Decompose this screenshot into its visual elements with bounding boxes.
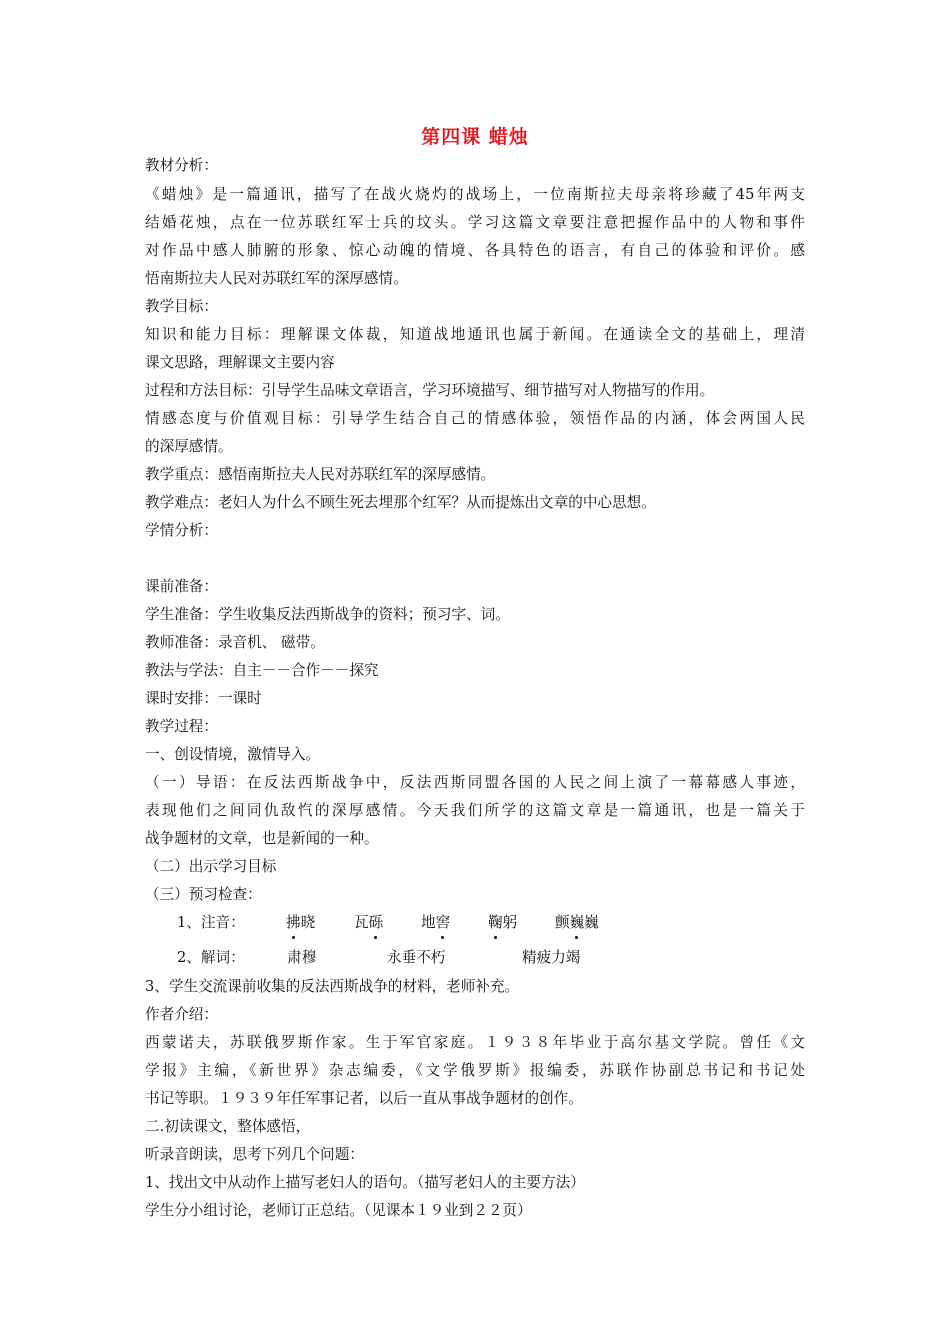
jieci-label: 2、解词： bbox=[177, 949, 245, 966]
text-line: 教学重点：感悟南斯拉夫人民对苏联红军的深厚感情。 bbox=[145, 466, 496, 483]
text-line: 课时安排：一课时 bbox=[145, 690, 262, 707]
text-line: 1、找出文中从动作上描写老妇人的语句。（描写老妇人的主要方法） bbox=[145, 1174, 585, 1191]
zhuyin-label: 1、注音： bbox=[177, 914, 245, 931]
text-line: 学报》主编，《新世界》杂志编委，《文学俄罗斯》报编委，苏联作协副总书记和书记处 bbox=[145, 1062, 805, 1079]
text-line: 教学过程： bbox=[145, 718, 218, 735]
zhuyin-word: 拂晓 bbox=[286, 914, 316, 931]
zhuyin-word: 瓦砾 bbox=[354, 914, 384, 931]
zhuyin-word: 地窖 bbox=[421, 914, 451, 931]
text-line: 情感态度与价值观目标：引导学生结合自己的情感体验，领悟作品的内涵，体会两国人民 bbox=[145, 410, 805, 427]
text-line: （一）导语：在反法西斯战争中，反法西斯同盟各国的人民之间上演了一幕幕感人事迹， bbox=[145, 774, 805, 791]
jieci-word: 永垂不朽 bbox=[387, 949, 446, 966]
text-line: 的深厚感情。 bbox=[145, 438, 233, 455]
text-line: 教法与学法：自主－－合作－－探究 bbox=[145, 662, 379, 679]
zhuyin-word: 颤巍巍 bbox=[555, 914, 599, 931]
text-line: （三）预习检查： bbox=[145, 886, 262, 903]
text-line: 学生分小组讨论，老师订正总结。（见课本１９业到２２页） bbox=[145, 1202, 532, 1219]
text-line: 学情分析： bbox=[145, 522, 218, 539]
text-line: 教材分析： bbox=[145, 157, 218, 174]
text-line: 教学难点：老妇人为什么不顾生死去埋那个红军？从而提炼出文章的中心思想。 bbox=[145, 494, 656, 511]
text-line: 教学目标： bbox=[145, 298, 218, 315]
text-line: 知识和能力目标：理解课文体裁，知道战地通讯也属于新闻。在通读全文的基础上，理清 bbox=[145, 326, 805, 343]
text-line: 书记等职。１９３９年任军事记者，以后一直从事战争题材的创作。 bbox=[145, 1090, 583, 1107]
jieci-word: 精疲力竭 bbox=[522, 949, 581, 966]
text-line: 《蜡烛》是一篇通讯，描写了在战火烧灼的战场上，一位南斯拉夫母亲将珍藏了45年两支 bbox=[145, 186, 805, 203]
text-line: 战争题材的文章，也是新闻的一种。 bbox=[145, 830, 379, 847]
text-line: 听录音朗读，思考下列几个问题： bbox=[145, 1146, 364, 1163]
text-line: 教师准备：录音机、 磁带。 bbox=[145, 634, 325, 651]
zhuyin-word: 鞠躬 bbox=[488, 914, 518, 931]
text-line: 悟南斯拉夫人民对苏联红军的深厚感情。 bbox=[145, 270, 408, 287]
text-line: 作者介绍： bbox=[145, 1006, 218, 1023]
text-line: 过程和方法目标：引导学生品味文章语言，学习环境描写、细节描写对人物描写的作用。 bbox=[145, 382, 715, 399]
text-line: 表现他们之间同仇敌忾的深厚感情。今天我们所学的这篇文章是一篇通讯，也是一篇关于 bbox=[145, 802, 805, 819]
text-line: 对作品中感人肺腑的形象、惊心动魄的情境、各具特色的语言，有自己的体验和评价。感 bbox=[145, 242, 805, 259]
text-line: 课前准备： bbox=[145, 578, 218, 595]
page-title: 第四课 蜡烛 bbox=[421, 126, 529, 148]
text-line: （二）出示学习目标 bbox=[145, 858, 277, 875]
text-line: 西蒙诺夫，苏联俄罗斯作家。生于军官家庭。１９３８年毕业于高尔基文学院。曾任《文 bbox=[145, 1034, 805, 1051]
text-line: 课文思路，理解课文主要内容 bbox=[145, 354, 335, 371]
text-line: 结婚花烛，点在一位苏联红军士兵的坟头。学习这篇文章要注意把握作品中的人物和事件 bbox=[145, 214, 805, 231]
text-line: 二.初读课文，整体感悟， bbox=[145, 1118, 311, 1135]
jieci-word: 肃穆 bbox=[287, 949, 317, 966]
text-line: 学生准备：学生收集反法西斯战争的资料；预习字、词。 bbox=[145, 606, 510, 623]
text-line: 一、创设情境，激情导入。 bbox=[145, 746, 321, 763]
text-line: 3、学生交流课前收集的反法西斯战争的材料，老师补充。 bbox=[145, 978, 520, 995]
